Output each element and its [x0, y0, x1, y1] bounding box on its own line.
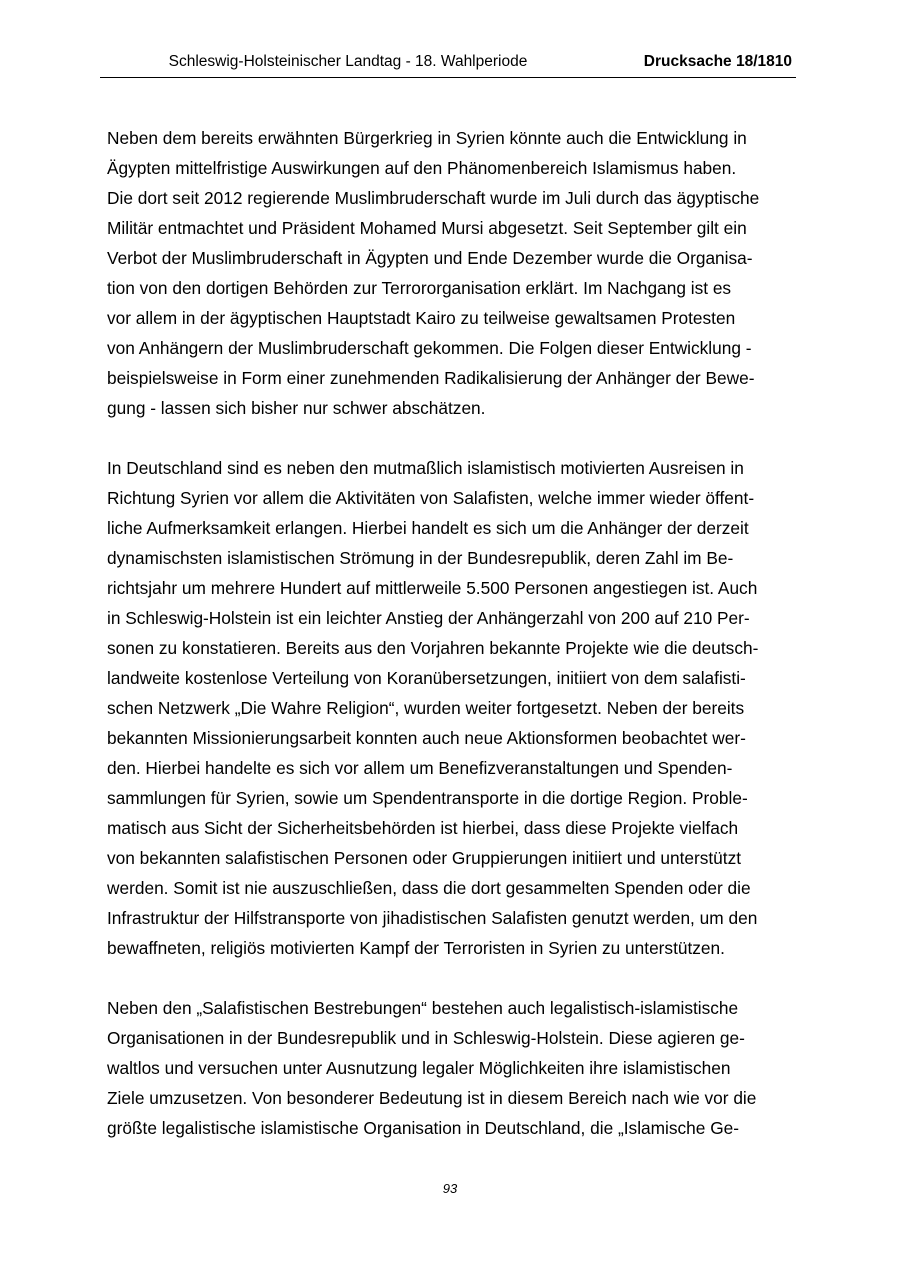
text-line: matisch aus Sicht der Sicherheitsbehörden ist hierbei, dass diese Projekte vielfach [107, 818, 739, 838]
text-line: von bekannten salafistischen Personen oder Gruppierungen initiiert und unterstützt [107, 848, 742, 868]
text-line: bewaffneten, religiös motivierten Kampf der Terroristen in Syrien zu unterstützen. [107, 938, 725, 958]
text-line: Die dort seit 2012 regierende Muslimbruderschaft wurde im Juli durch das ägyptische [107, 188, 760, 208]
body-text [107, 123, 797, 1173]
text-line: beispielsweise in Form einer zunehmenden Radikalisierung der Anhänger der Bewe- [107, 368, 755, 388]
text-line: schen Netzwerk „Die Wahre Religion“, wurden weiter fortgesetzt. Neben der bereits [107, 698, 745, 718]
text-line: Richtung Syrien vor allem die Aktivitäten von Salafisten, welche immer wieder öffent- [107, 488, 755, 508]
text-line: richtsjahr um mehrere Hundert auf mittlerweile 5.500 Personen angestiegen ist. Auch [107, 578, 758, 598]
text-line: Verbot der Muslimbruderschaft in Ägypten und Ende Dezember wurde die Organisa- [107, 248, 753, 268]
paragraph-2 [107, 453, 797, 963]
text-line: Organisationen in der Bundesrepublik und in Schleswig-Holstein. Diese agieren ge- [107, 1028, 745, 1048]
text-line: Neben dem bereits erwähnten Bürgerkrieg in Syrien könnte auch die Entwicklung in [107, 128, 747, 148]
paragraph-1 [107, 123, 797, 423]
text-line: landweite kostenlose Verteilung von Koranübersetzungen, initiiert von dem salafisti- [107, 668, 746, 688]
text-line: sonen zu konstatieren. Bereits aus den Vorjahren bekannte Projekte wie die deutsch- [107, 638, 759, 658]
text-line: sammlungen für Syrien, sowie um Spendentransporte in die dortige Region. Proble- [107, 788, 748, 808]
text-line: größte legalistische islamistische Organisation in Deutschland, die „Islamische Ge- [107, 1118, 739, 1138]
text-line: waltlos und versuchen unter Ausnutzung legaler Möglichkeiten ihre islamistischen [107, 1058, 731, 1078]
text-line: gung - lassen sich bisher nur schwer abschätzen. [107, 398, 486, 418]
text-line: Militär entmachtet und Präsident Mohamed Mursi abgesetzt. Seit September gilt ein [107, 218, 747, 238]
text-line: dynamischsten islamistischen Strömung in der Bundesrepublik, deren Zahl im Be- [107, 548, 734, 568]
text-line: in Schleswig-Holstein ist ein leichter Anstieg der Anhängerzahl von 200 auf 210 Per- [107, 608, 750, 628]
header-title: Schleswig-Holsteinischer Landtag - 18. Wahlperiode [168, 53, 528, 70]
text-line: liche Aufmerksamkeit erlangen. Hierbei handelt es sich um die Anhänger der derzeit [107, 518, 749, 538]
document-number: Drucksache 18/1810 [643, 53, 792, 70]
text-line: In Deutschland sind es neben den mutmaßlich islamistisch motivierten Ausreisen in [107, 458, 744, 478]
text-line: werden. Somit ist nie auszuschließen, dass die dort gesammelten Spenden oder die [107, 878, 751, 898]
text-line: vor allem in der ägyptischen Hauptstadt Kairo zu teilweise gewaltsamen Protesten [107, 308, 736, 328]
text-line: den. Hierbei handelte es sich vor allem um Benefizveranstaltungen und Spenden- [107, 758, 733, 778]
text-line: Neben den „Salafistischen Bestrebungen“ bestehen auch legalistisch-islamistische [107, 998, 739, 1018]
paragraph-3 [107, 993, 797, 1143]
text-line: von Anhängern der Muslimbruderschaft gekommen. Die Folgen dieser Entwicklung - [107, 338, 752, 358]
page-header [100, 49, 796, 78]
text-line: tion von den dortigen Behörden zur Terrororganisation erklärt. Im Nachgang ist es [107, 278, 732, 298]
text-line: bekannten Missionierungsarbeit konnten auch neue Aktionsformen beobachtet wer- [107, 728, 746, 748]
page-number: 93 [442, 1181, 458, 1196]
text-line: Infrastruktur der Hilfstransporte von jihadistischen Salafisten genutzt werden, um den [107, 908, 758, 928]
text-line: Ziele umzusetzen. Von besonderer Bedeutung ist in diesem Bereich nach wie vor die [107, 1088, 757, 1108]
text-line: Ägypten mittelfristige Auswirkungen auf den Phänomenbereich Islamismus haben. [107, 158, 737, 178]
